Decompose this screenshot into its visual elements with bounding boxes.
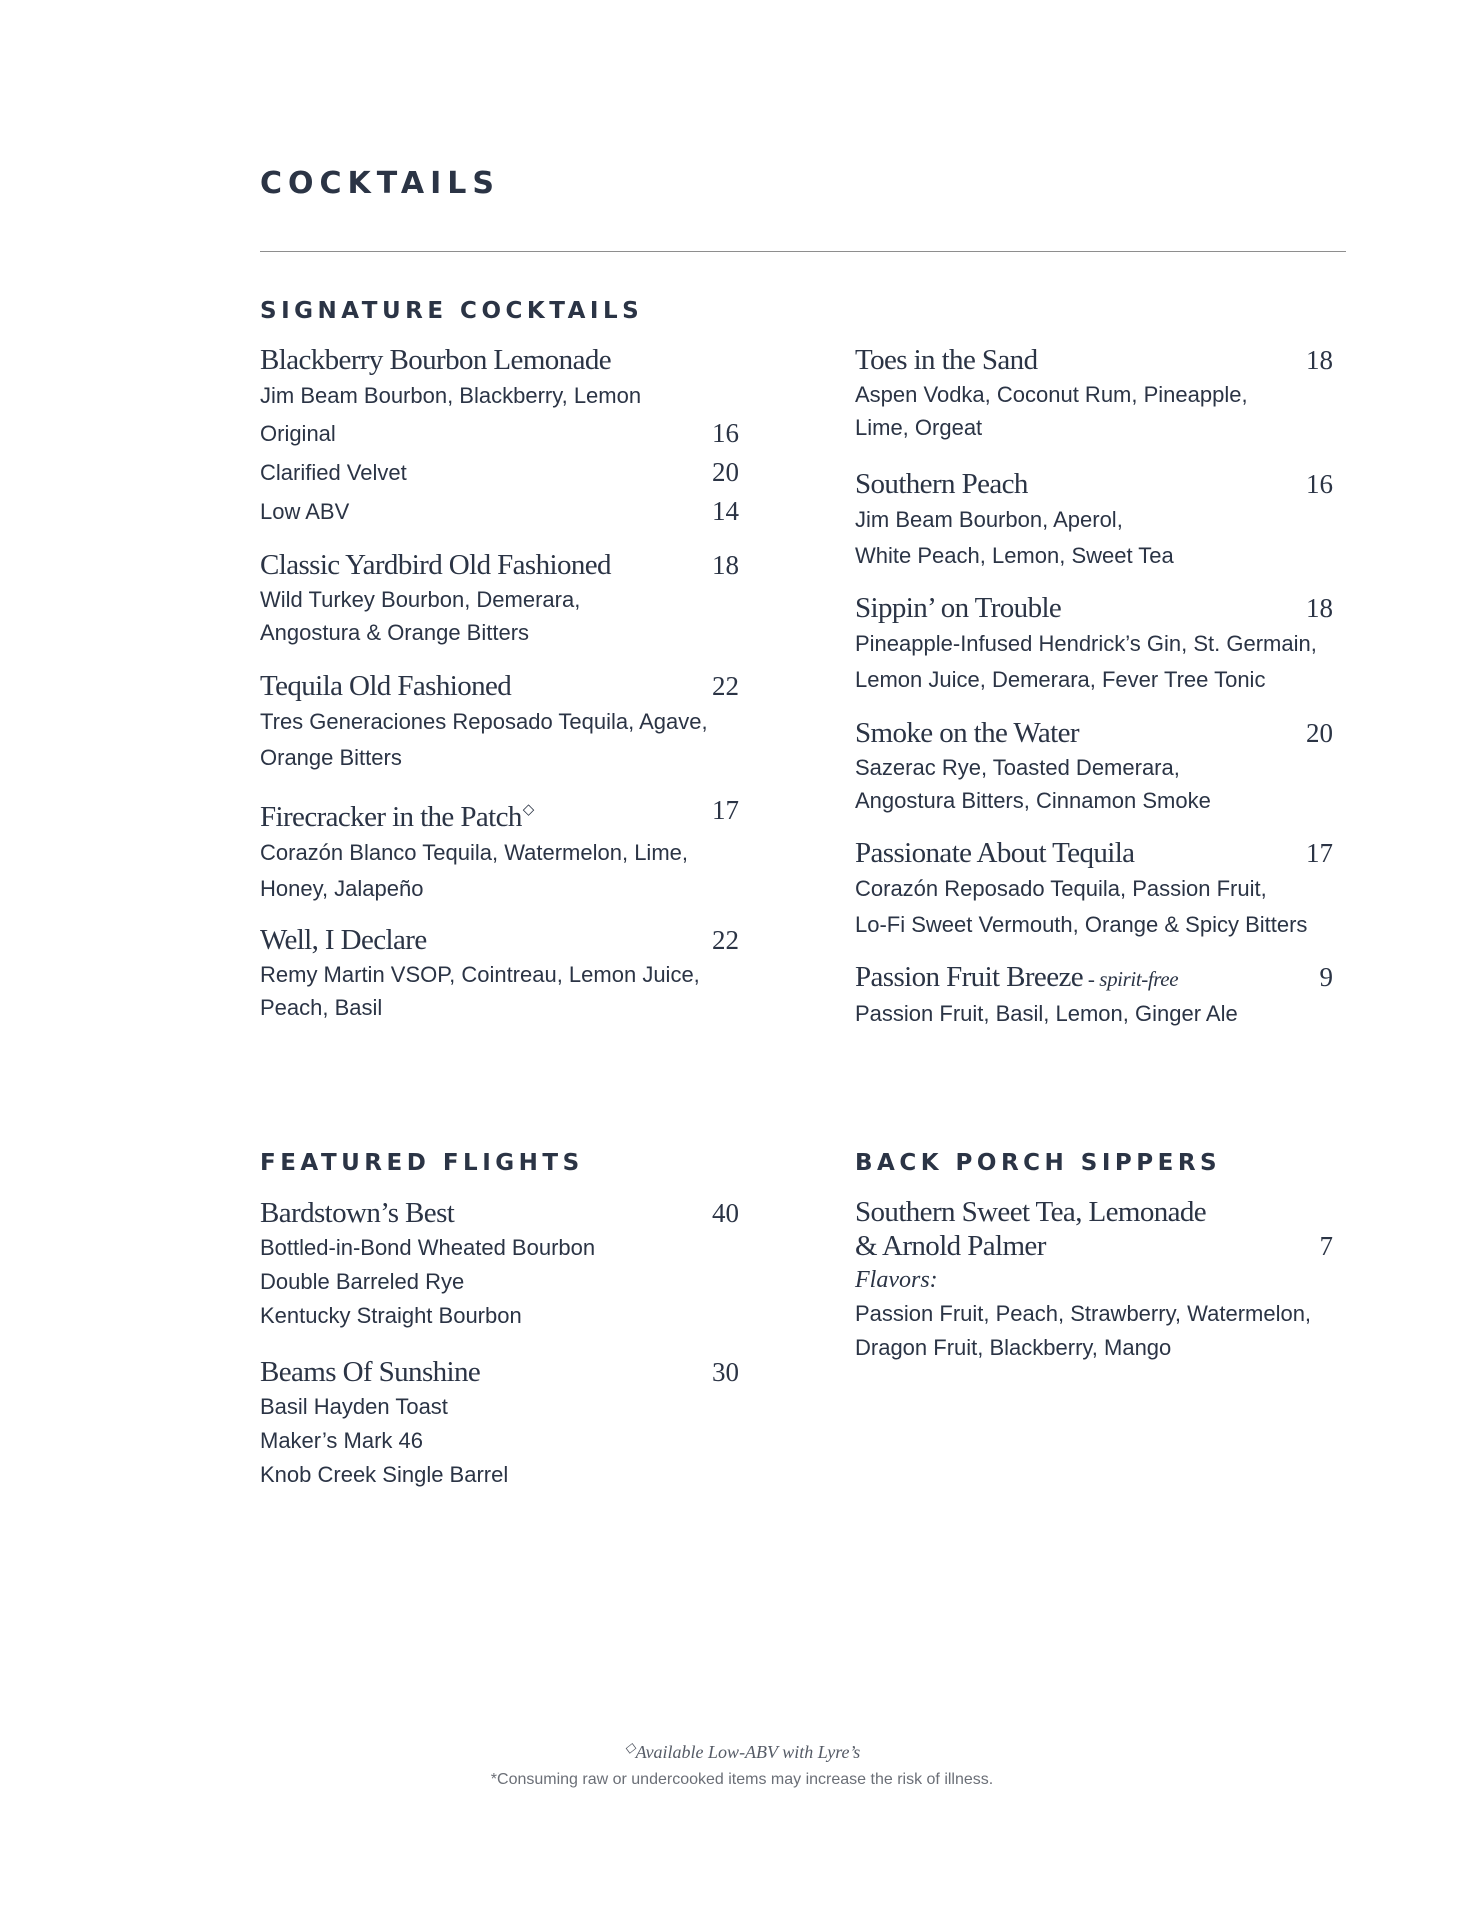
item-price: 22 [712,925,739,955]
back-porch-sippers-heading: BACK PORCH SIPPERS [855,1150,1222,1176]
featured-flights-heading: FEATURED FLIGHTS [260,1150,584,1176]
item-description-line: Honey, Jalapeño [260,876,424,901]
item-price: 17 [1306,838,1333,868]
item-description-line: Sazerac Rye, Toasted Demerara, [855,755,1180,780]
menu-item-sippin-on-trouble [855,590,1333,698]
item-description-line: Aspen Vodka, Coconut Rum, Pineapple, [855,382,1248,407]
variant-row-original [260,414,739,453]
item-description-line: Wild Turkey Bourbon, Demerara, [260,587,581,612]
item-name-text: Firecracker in the Patch [260,801,522,833]
item-description-line: Tres Generaciones Reposado Tequila, Agave, [260,709,708,734]
item-description-line: Angostura Bitters, Cinnamon Smoke [855,788,1211,813]
menu-item-passion-fruit-breeze [855,959,1333,1030]
item-name: Classic Yardbird Old Fashioned [260,549,611,581]
variant-price: 20 [712,457,739,487]
page-title: COCKTAILS [260,166,501,201]
menu-item-firecracker-in-the-patch [260,792,739,907]
item-description-line: Peach, Basil [260,995,383,1020]
item-name: Smoke on the Water [855,717,1079,749]
item-description-line: Pineapple-Infused Hendrick’s Gin, St. Germain, [855,631,1317,656]
item-name-text: Passion Fruit Breeze [855,961,1084,993]
health-disclaimer: *Consuming raw or undercooked items may increase the risk of illness. [490,1771,994,1788]
item-price: 17 [712,795,739,825]
variant-price: 16 [712,418,739,448]
flight-pour: Knob Creek Single Barrel [260,1462,509,1487]
item-name [260,792,739,835]
menu-item-smoke-on-the-water [855,715,1333,817]
item-description-line: Orange Bitters [260,745,402,770]
item-price: 16 [1306,469,1333,499]
menu-item-tequila-old-fashioned [260,668,739,776]
variant-label: Clarified Velvet [260,460,407,485]
item-name: Sippin’ on Trouble [855,592,1062,624]
menu-item-toes-in-the-sand [855,342,1333,444]
menu-item-passionate-about-tequila [855,835,1333,943]
item-description-line: Lime, Orgeat [855,415,983,440]
item-name: Blackberry Bourbon Lemonade [260,344,612,376]
menu-item-well-i-declare [260,922,739,1024]
item-description-line: Corazón Blanco Tequila, Watermelon, Lime, [260,840,688,865]
variant-label: Low ABV [260,499,350,524]
low-abv-footnote-text: Available Low-ABV with Lyre’s [635,1742,861,1762]
item-price: 30 [712,1357,739,1387]
item-name-line: Southern Sweet Tea, Lemonade [855,1196,1207,1228]
flavors-label: Flavors: [855,1267,938,1293]
menu-item-southern-sweet-tea [855,1195,1333,1365]
menu-item-southern-peach [855,466,1333,574]
menu-item-classic-yardbird-old-fashioned [260,547,739,649]
item-name: Bardstown’s Best [260,1197,455,1229]
signature-cocktails-heading: SIGNATURE COCKTAILS [260,298,644,324]
item-description-line: Dragon Fruit, Blackberry, Mango [855,1335,1172,1360]
item-description-line: Passion Fruit, Basil, Lemon, Ginger Ale [855,1001,1238,1026]
item-description-line: Lemon Juice, Demerara, Fever Tree Tonic [855,667,1266,692]
spirit-free-tag: - spirit-free [1083,967,1179,991]
flight-beams-of-sunshine [260,1354,739,1492]
item-price: 20 [1306,718,1333,748]
low-abv-footnote [0,1740,1484,1763]
item-name: Passionate About Tequila [855,837,1135,869]
item-price: 18 [1306,593,1333,623]
variant-label: Original [260,421,336,446]
flight-bardstowns-best [260,1195,739,1333]
variant-price: 14 [712,496,739,526]
item-description-line: Lo-Fi Sweet Vermouth, Orange & Spicy Bitters [855,912,1308,937]
item-description-line: Jim Beam Bourbon, Aperol, [855,507,1123,532]
low-abv-diamond-icon: ◇ [624,1741,636,1756]
item-name: Tequila Old Fashioned [260,670,512,702]
flight-pour: Basil Hayden Toast [260,1394,448,1419]
flight-pour: Maker’s Mark 46 [260,1428,424,1453]
item-name: Southern Peach [855,468,1028,500]
item-description-line: Corazón Reposado Tequila, Passion Fruit, [855,876,1267,901]
variant-row-clarified-velvet [260,453,739,492]
menu-item-blackberry-bourbon-lemonade [260,342,739,531]
flight-pour: Kentucky Straight Bourbon [260,1303,522,1328]
title-divider [260,251,1346,252]
item-name: Beams Of Sunshine [260,1356,481,1388]
item-price: 18 [712,550,739,580]
item-price: 18 [1306,345,1333,375]
item-description-line: White Peach, Lemon, Sweet Tea [855,543,1174,568]
item-price: 7 [1319,1231,1333,1261]
flight-pour: Bottled-in-Bond Wheated Bourbon [260,1235,596,1260]
item-description-line: Angostura & Orange Bitters [260,620,530,645]
item-name-row [855,1229,1333,1263]
item-description-line: Passion Fruit, Peach, Strawberry, Watermelon, [855,1301,1312,1326]
item-name-line: & Arnold Palmer [855,1230,1046,1262]
low-abv-diamond-icon: ◇ [522,802,534,818]
item-price: 40 [712,1198,739,1228]
item-name: Well, I Declare [260,924,427,956]
item-description-line: Remy Martin VSOP, Cointreau, Lemon Juice, [260,962,700,987]
variant-row-low-abv [260,492,739,531]
item-price: 9 [1319,962,1333,992]
item-description: Jim Beam Bourbon, Blackberry, Lemon [260,383,642,408]
item-name [855,959,1333,997]
flight-pour: Double Barreled Rye [260,1269,465,1294]
item-name: Toes in the Sand [855,344,1038,376]
item-price: 22 [712,671,739,701]
